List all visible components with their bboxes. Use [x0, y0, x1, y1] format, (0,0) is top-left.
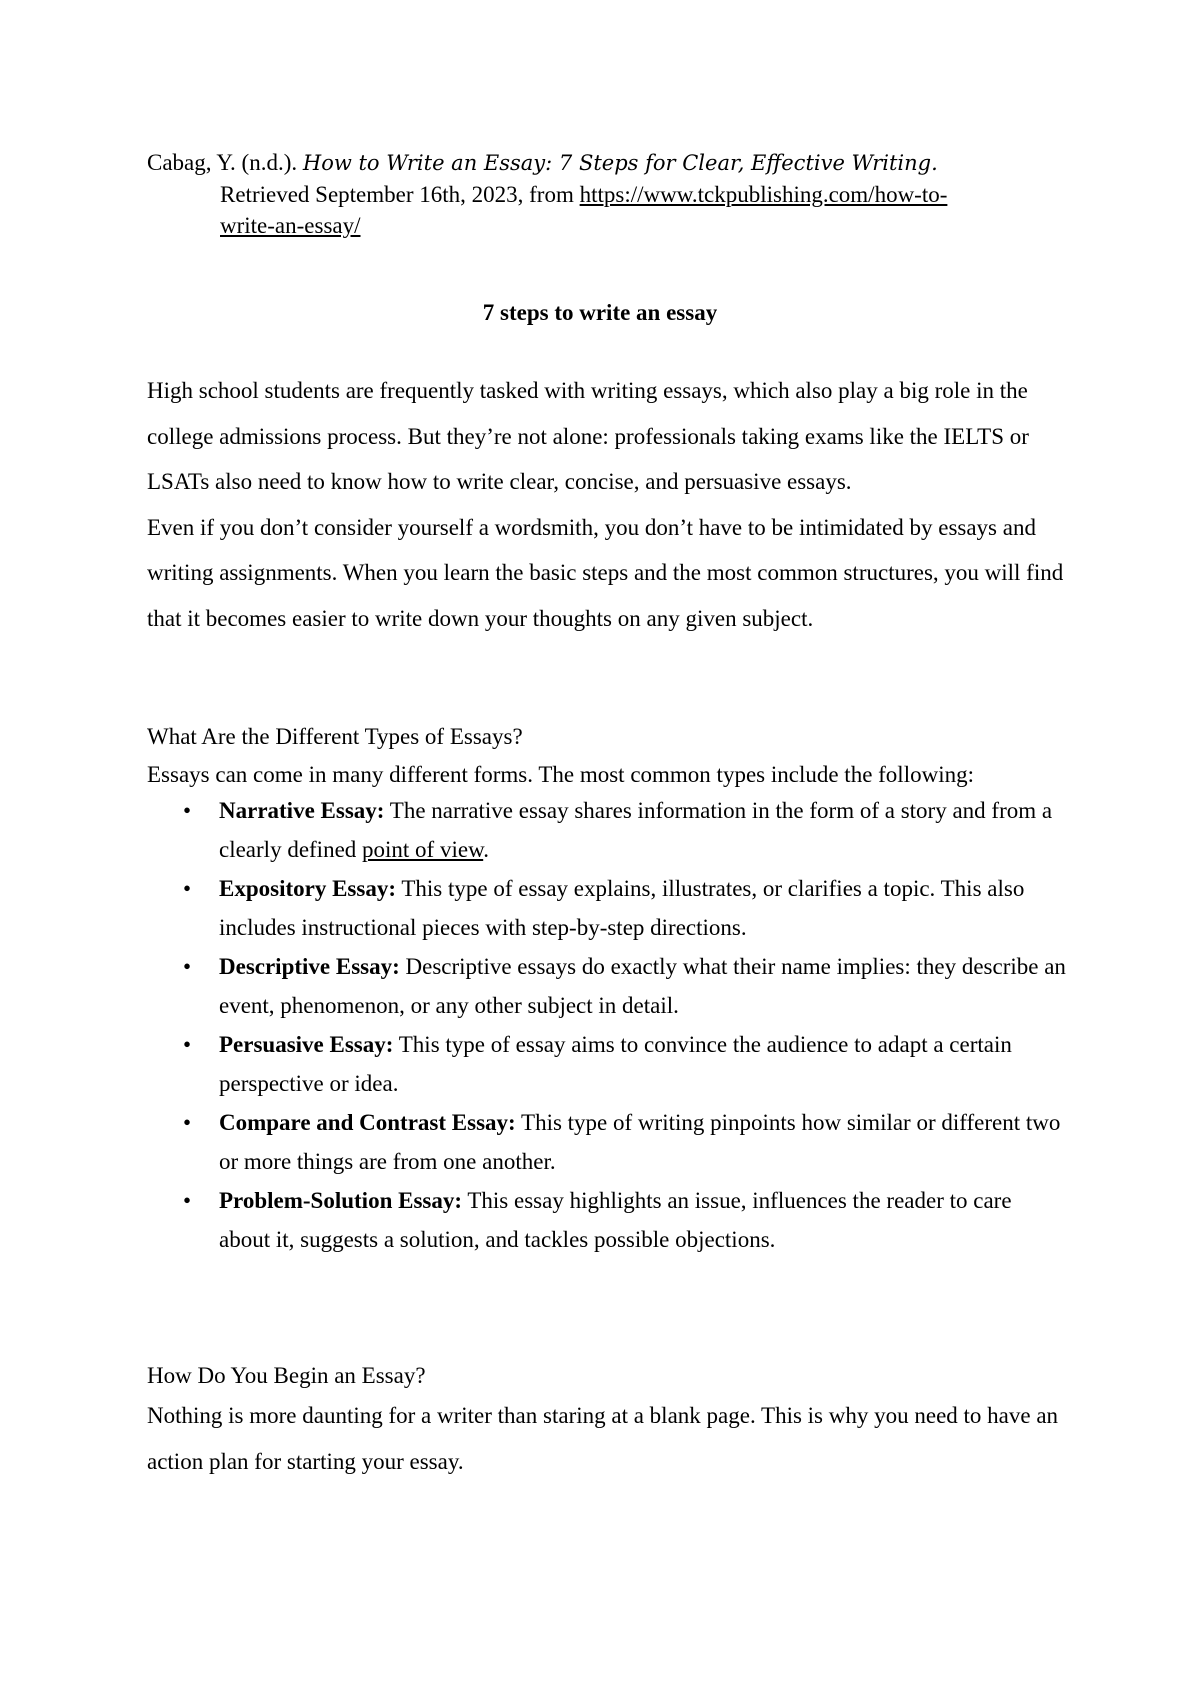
list-item — [147, 947, 1067, 1025]
citation-title: How to Write an Essay: 7 Steps for Clear, Effective Writing. — [302, 151, 938, 175]
list-item — [147, 1103, 1067, 1181]
bullet-icon: • — [183, 1032, 192, 1057]
list-item — [147, 1025, 1067, 1103]
types-list — [147, 791, 1067, 1259]
bullet-icon: • — [183, 1110, 192, 1135]
item-text: The narrative essay shares information in the form of a story and from a clearly defined — [219, 798, 1053, 862]
types-lead: Essays can come in many different forms. The most common types include the following: — [147, 762, 974, 787]
item-text: This type of essay explains, illustrates, or clarifies a topic. This also includes instructional pieces with step-by-step directions. — [219, 876, 1025, 940]
item-term: Persuasive Essay: — [219, 1032, 394, 1057]
bullet-icon: • — [183, 954, 192, 979]
types-section — [147, 722, 1067, 1259]
point-of-view-link[interactable]: point of view — [362, 837, 484, 862]
list-item — [147, 791, 1067, 869]
citation-author: Cabag, Y. (n.d.). — [147, 150, 298, 175]
citation-retrieved: Retrieved September 16th, 2023, from — [220, 182, 574, 207]
item-term: Narrative Essay: — [219, 798, 385, 823]
begin-paragraph: Nothing is more daunting for a writer than staring at a blank page. This is why you need to have an action plan for starting your essay. — [147, 1403, 1059, 1474]
types-subheading: What Are the Different Types of Essays? — [147, 724, 523, 749]
item-tail: . — [483, 837, 489, 862]
citation-url-line1[interactable]: https://www.tckpublishing.com/how-to- — [579, 182, 948, 207]
list-item — [147, 869, 1067, 947]
begin-subheading: How Do You Begin an Essay? — [147, 1363, 426, 1388]
bullet-icon: • — [183, 798, 192, 823]
page-title: 7 steps to write an essay — [482, 300, 718, 325]
intro-section — [147, 368, 1067, 641]
bullet-icon: • — [183, 876, 192, 901]
item-text: This essay highlights an issue, influences the reader to care about it, suggests a solution, and tackles possible objections. — [219, 1188, 1012, 1252]
item-term: Compare and Contrast Essay: — [219, 1110, 516, 1135]
item-text: Descriptive essays do exactly what their name implies: they describe an event, phenomenon, or any other subject in detail. — [219, 954, 1066, 1018]
item-term: Problem-Solution Essay: — [219, 1188, 463, 1213]
list-item — [147, 1181, 1067, 1259]
begin-section — [147, 1361, 1067, 1484]
item-text: This type of essay aims to convince the audience to adapt a certain perspective or idea. — [219, 1032, 1012, 1096]
citation — [147, 147, 1067, 241]
item-term: Expository Essay: — [219, 876, 396, 901]
citation-retrieved-line — [147, 179, 1067, 241]
item-term: Descriptive Essay: — [219, 954, 400, 979]
citation-url-line2[interactable]: write-an-essay/ — [220, 213, 361, 238]
intro-paragraph-2: Even if you don’t consider yourself a wordsmith, you don’t have to be intimidated by essays and writing assignments. When you learn the basic steps and the most common structures, you will find that it becomes easier to write down your thoughts on any given subject. — [147, 514, 1064, 631]
bullet-icon: • — [183, 1188, 192, 1213]
intro-paragraph-1: High school students are frequently tasked with writing essays, which also play a big role in the college admissions process. But they’re not alone: professionals taking exams like the IELTS or LSATs also need to know how to write clear, concise, and persuasive essays. — [147, 378, 1029, 494]
item-text: This type of writing pinpoints how similar or different two or more things are from one another. — [219, 1110, 1061, 1174]
